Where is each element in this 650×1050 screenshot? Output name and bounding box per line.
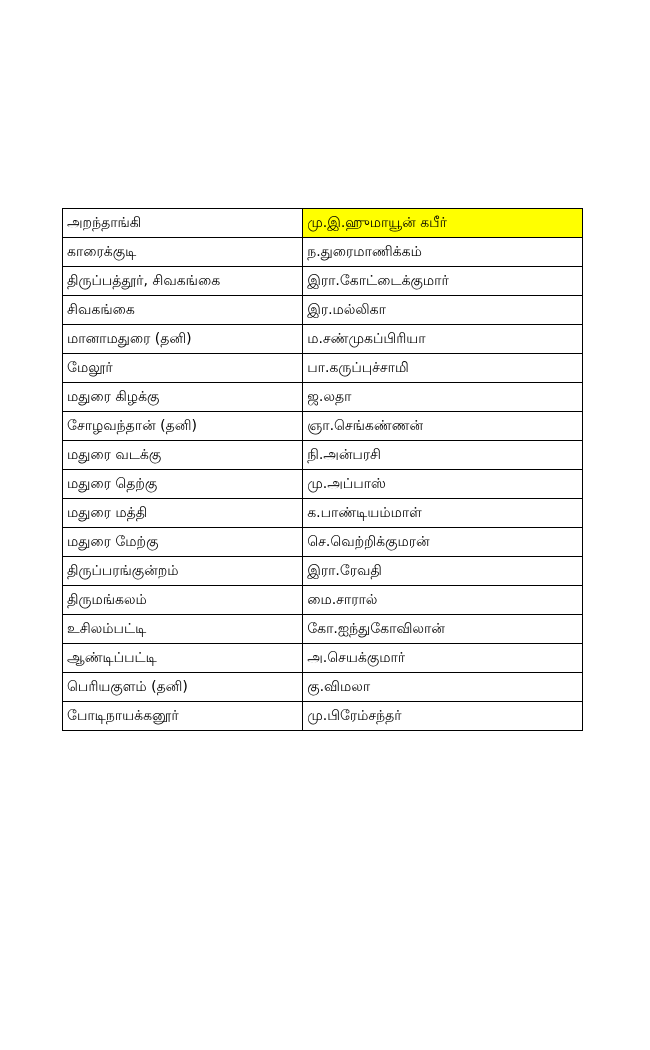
table-row <box>63 412 583 441</box>
candidate-cell: நி.அன்பரசி <box>303 441 583 470</box>
constituency-cell: மானாமதுரை (தனி) <box>63 325 303 354</box>
candidate-table <box>62 208 583 731</box>
candidate-cell: இர.மல்லிகா <box>303 296 583 325</box>
constituency-cell: மதுரை வடக்கு <box>63 441 303 470</box>
candidate-cell: பா.கருப்புச்சாமி <box>303 354 583 383</box>
constituency-cell: திருமங்கலம் <box>63 586 303 615</box>
constituency-cell: மதுரை தெற்கு <box>63 470 303 499</box>
table-row <box>63 499 583 528</box>
constituency-cell: பெரியகுளம் (தனி) <box>63 673 303 702</box>
constituency-cell: அறந்தாங்கி <box>63 209 303 238</box>
constituency-cell: காரைக்குடி <box>63 238 303 267</box>
candidate-cell: கு.விமலா <box>303 673 583 702</box>
table-row <box>63 644 583 673</box>
table-row <box>63 586 583 615</box>
constituency-cell: மதுரை கிழக்கு <box>63 383 303 412</box>
table-row <box>63 209 583 238</box>
candidate-cell: மு.இ.ஹுமாயூன் கபீர் <box>303 209 583 238</box>
candidate-cell: ஞா.செங்கண்ணன் <box>303 412 583 441</box>
candidate-cell: இரா.ரேவதி <box>303 557 583 586</box>
candidate-cell: மை.சாரால் <box>303 586 583 615</box>
table-row <box>63 325 583 354</box>
table-row <box>63 238 583 267</box>
candidate-cell: அ.செயக்குமார் <box>303 644 583 673</box>
constituency-cell: ஆண்டிப்பட்டி <box>63 644 303 673</box>
candidate-cell: ந.துரைமாணிக்கம் <box>303 238 583 267</box>
constituency-cell: மதுரை மேற்கு <box>63 528 303 557</box>
candidate-cell: ம.சண்முகப்பிரியா <box>303 325 583 354</box>
constituency-cell: திருப்பத்தூர், சிவகங்கை <box>63 267 303 296</box>
constituency-cell: சோழவந்தான் (தனி) <box>63 412 303 441</box>
candidate-cell: ஜ.லதா <box>303 383 583 412</box>
constituency-cell: திருப்பரங்குன்றம் <box>63 557 303 586</box>
table-row <box>63 296 583 325</box>
table-row <box>63 354 583 383</box>
candidate-cell: க.பாண்டியம்மாள் <box>303 499 583 528</box>
table-row <box>63 557 583 586</box>
constituency-cell: சிவகங்கை <box>63 296 303 325</box>
candidate-cell: மு.பிரேம்சந்தர் <box>303 702 583 731</box>
table-row <box>63 383 583 412</box>
constituency-cell: போடிநாயக்கனூர் <box>63 702 303 731</box>
table-row <box>63 702 583 731</box>
table-row <box>63 267 583 296</box>
constituency-cell: மேலூர் <box>63 354 303 383</box>
table-row <box>63 441 583 470</box>
table-row <box>63 673 583 702</box>
candidate-cell: கோ.ஐந்துகோவிலான் <box>303 615 583 644</box>
candidate-cell: மு.அப்பாஸ் <box>303 470 583 499</box>
candidate-cell: செ.வெற்றிக்குமரன் <box>303 528 583 557</box>
table-row <box>63 615 583 644</box>
constituency-cell: மதுரை மத்தி <box>63 499 303 528</box>
table-row <box>63 528 583 557</box>
constituency-cell: உசிலம்பட்டி <box>63 615 303 644</box>
candidate-cell: இரா.கோட்டைக்குமார் <box>303 267 583 296</box>
table-row <box>63 470 583 499</box>
